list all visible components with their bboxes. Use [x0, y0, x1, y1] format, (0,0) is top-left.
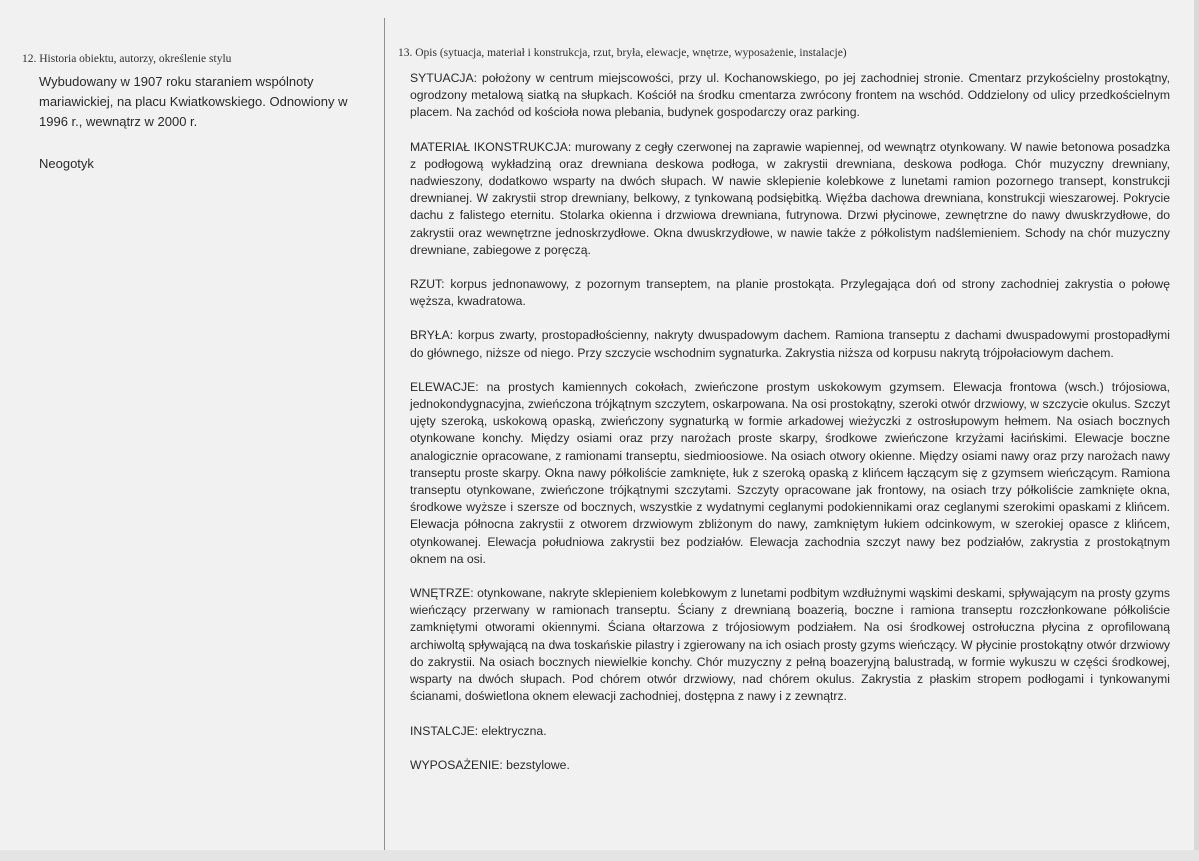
section-12 [22, 52, 374, 174]
rzut-paragraph: RZUT: korpus jednonawowy, z pozornym transeptem, na planie prostokąta. Przylegająca doń od strony zachodniej zakrystia o połowę węższa, kwadratowa. [410, 277, 1170, 309]
material-paragraph: MATERIAŁ IKONSTRUKCJA: murowany z cegły czerwonej na zaprawie wapiennej, od wewnątrz otynkowany. W nawie betonowa posadzka z podłogową wykładziną oraz drewniana deskowa podłoga, w zakrystii drewniana, deskowa podłoga. Chór muzyczny drewniany, nadwieszony, dodatkowo wsparty na dwóch słupach. W nawie sklepienie kolebkowe z lunetami ramion pozornego transept, konstrukcji drewnianej. W zakrystii strop drewniany, belkowy, z tynkowaną podsiębitką. Więźba dachowa drewniana, konstrukcji wieszarowej. Pokrycie dachu z falistego eternitu. Stolarka okienna i drzwiowa drewniana, futrynowa. Drzwi płycinowe, zewnętrzne do nawy dwuskrzydłowe, do zakrystii oraz wewnętrzne jednoskrzydłowe. Okna dwuskrzydłowe, w nawie także z półkolistym nadślemieniem. Schody na chór muzyczny drewniane, zabiegowe z poręczą. [410, 139, 1170, 257]
history-text: Wybudowany w 1907 roku staraniem wspólnoty mariawickiej, na placu Kwiatkowskiego. Odnowiony w 1996 r., wewnątrz w 2000 r. [39, 74, 348, 129]
section-12-body [39, 72, 379, 174]
section-13-label: 13. Opis (sytuacja, materiał i konstrukcja, rzut, bryła, elewacje, wnętrze, wyposażenie, instalacje) [398, 47, 847, 59]
sheet-right-edge [1194, 0, 1199, 861]
column-divider [384, 18, 385, 861]
elewacje-paragraph: ELEWACJE: na prostych kamiennych cokołach, zwieńczone prostym uskokowym gzymsem. Elewacja frontowa (wsch.) trójosiowa, jednokondygnacyjna, zwieńczona trójkątnym szczytem, oskarpowana. Na osi prostokątny, szeroki otwór drzwiowy, w szczycie okulus. Szczyt ujęty szeroką, uskokową opaską, zwieńczony sygnaturką w formie arkadowej wieżyczki z ostrosłupowym hełmem. Na osiach bocznych otynkowane konchy. Między osiami oraz przy narożach proste skarpy, środkowe zwieńczone krzyżami łacińskimi. Elewacje boczne analogicznie opracowane, z ramionami transeptu, siedmioosiowe. Na osiach otwory okienne. Między osiami nawy oraz przy narożach nawy transeptu proste skarpy. Okna nawy półkoliście zamknięte, łuk z szeroką opaską z klińcem łączącym się z gzymsem wieńczącym. Ramiona transeptu otynkowane, zwieńczone trójkątnymi szczytami. Szczyty opracowane jak frontowy, na osiach trzy półkoliście zamknięte okna, środkowe wyższe i szersze od bocznych, wszystkie z wydatnymi ceglanymi podokiennikami oraz ceglanymi szerokimi opaskami z klińcem. Elewacja północna zakrystii z otworem drzwiowym zbliżonym do nawy, zamkniętym łukiem odcinkowym, w szerokiej opasce z klińcem, otynkowanej. Elewacja południowa zakrystii bez podziałów. Elewacja zachodnia szczyt nawy bez podziałów, zakrystia z prostokątnym oknem na osi. [410, 379, 1170, 566]
wyposazenie-paragraph: WYPOSAŻENIE: bezstylowe. [410, 757, 570, 772]
section-13-body [410, 70, 1170, 774]
section-12-label: 12. Historia obiektu, autorzy, określenie stylu [22, 53, 232, 65]
sytuacja-paragraph: SYTUACJA: położony w centrum miejscowości, przy ul. Kochanowskiego, po jej zachodniej stronie. Cmentarz przykościelny prostokątny, ogrodzony metalową siatką na słupkach. Kościół na środku cmentarza zwrócony frontem na wschód. Oddzielony od ulicy przedkościelnym placem. Na zachód od kościoła nowa plebania, budynek gospodarczy oraz parking. [410, 71, 1170, 120]
section-13 [398, 46, 1170, 774]
bryla-paragraph: BRYŁA: korpus zwarty, prostopadłościenny, nakryty dwuspadowym dachem. Ramiona transeptu z dachami dwuspadowymi prostopadłymi do głównego, niższe od niego. Przy szczycie wschodnim sygnaturka. Zakrystia niższa od korpusu nakrytą trójpołaciowym dachem. [410, 328, 1170, 360]
wnetrze-paragraph: WNĘTRZE: otynkowane, nakryte sklepieniem kolebkowym z lunetami podbitym wzdłużnymi wąskimi deskami, spływającym na prosty gzyms wieńczący przerwany w ramionach transeptu. Ściany z drewnianą boazerią, boczne i ramiona transeptu rozczłonkowane półkoliście zamkniętymi otworami okiennymi. Ściana ołtarzowa z trójosiowym podziałem. Na osi środkowej ostrołuczna płycina z oprofilowaną archiwoltą spływającą na dwa toskańskie pilastry i zgierowany na ich osiach prosty gzyms wieńczący. W płycinie prostokątny otwór drzwiowy do zakrystii. Na osiach bocznych niewielkie konchy. Chór muzyczny z pełną boazeryjną balustradą, w formie wykuszu w części środkowej, wsparty na dwóch słupach. Pod chórem otwór drzwiowy, nad chórem okulus. Zakrystia z płaskim stropem podłogami i tynkowanymi ścianami, doświetlona oknem elewacji zachodniej, dostępna z nawy i z zewnątrz. [410, 586, 1170, 704]
instalacje-paragraph: INSTALCJE: elektryczna. [410, 723, 547, 738]
style-text: Neogotyk [39, 156, 94, 171]
sheet-bottom-edge [0, 850, 1199, 861]
